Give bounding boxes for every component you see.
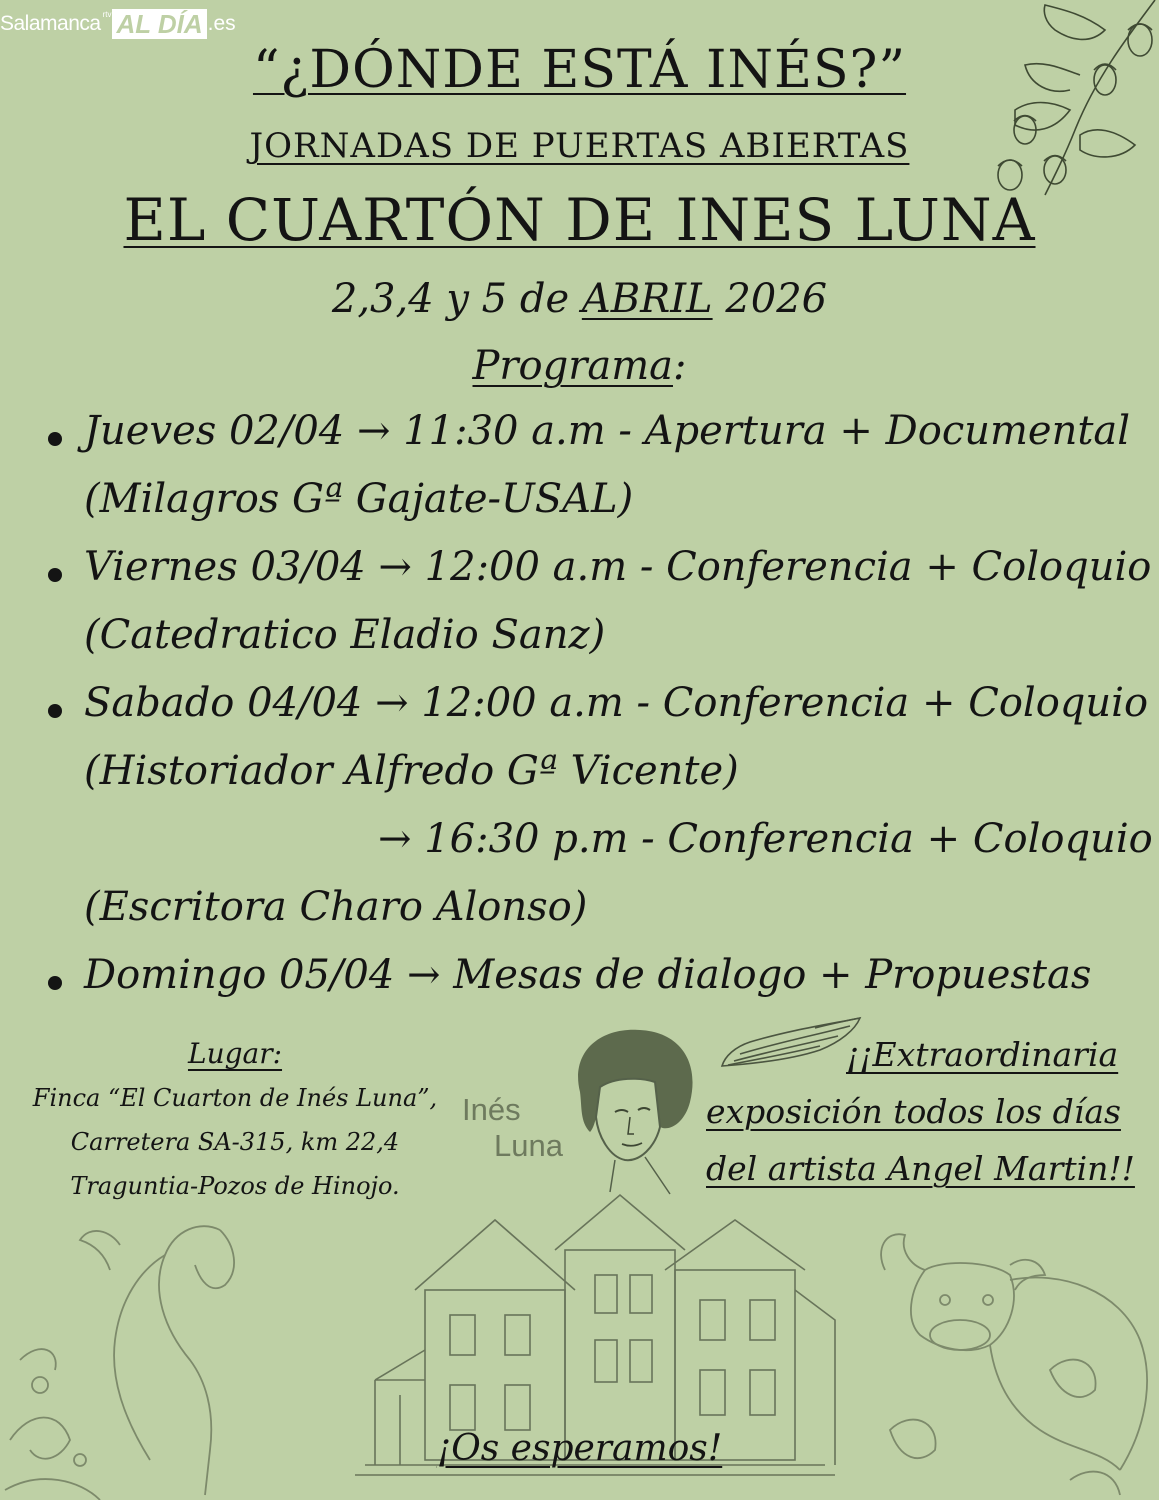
place-line-3: Traguntia-Pozos de Hinojo. xyxy=(70,1172,400,1200)
program-colon: : xyxy=(672,343,687,389)
place-label: Lugar: xyxy=(187,1037,283,1070)
exhibition-line-1: ¡¡Extraordinaria xyxy=(846,1035,1119,1074)
exhibition-line-2: exposición todos los días xyxy=(706,1092,1121,1131)
list-bullet xyxy=(48,568,62,582)
program-item-saturday-speaker: (Historiador Alfredo Gª Vicente) xyxy=(84,748,739,794)
dates-year: 2026 xyxy=(712,276,828,322)
program-item-saturday-afternoon-speaker: (Escritora Charo Alonso) xyxy=(84,884,588,930)
closing-text: ¡Os esperamos! xyxy=(436,1428,723,1469)
program-item-thursday-speaker: (Milagros Gª Gajate-USAL) xyxy=(84,476,634,522)
program-item-saturday-afternoon: → 16:30 p.m - Conferencia + Coloquio xyxy=(378,816,1153,862)
ines-luna-logo xyxy=(462,1092,563,1164)
dates-month: ABRIL xyxy=(581,276,713,322)
event-subtitle: JORNADAS DE PUERTAS ABIERTAS xyxy=(249,126,910,166)
place-block xyxy=(0,1032,470,1208)
exhibition-line-3: del artista Angel Martin!! xyxy=(706,1149,1135,1188)
program-item-friday: Viernes 03/04 → 12:00 a.m - Conferencia + Coloquio xyxy=(84,544,1152,590)
watermark-tld: .es xyxy=(207,12,236,35)
program-label: Programa xyxy=(472,343,673,389)
place-line-2: Carretera SA-315, km 22,4 xyxy=(70,1128,400,1156)
program-heading xyxy=(0,343,1159,389)
place-line-1: Finca “El Cuarton de Inés Luna”, xyxy=(32,1084,438,1112)
dates-prefix: 2,3,4 y 5 de xyxy=(331,276,582,322)
list-bullet xyxy=(48,432,62,446)
oak-acorn-icon xyxy=(985,0,1159,200)
logo-line-2: Luna xyxy=(494,1128,563,1163)
watermark-city: Salamanca xyxy=(0,12,101,35)
closing-message xyxy=(0,1428,1159,1469)
list-bullet xyxy=(48,704,62,718)
list-bullet xyxy=(48,976,62,990)
event-title: “¿DÓNDE ESTÁ INÉS?” xyxy=(252,40,907,100)
event-dates xyxy=(0,276,1159,322)
program-item-thursday: Jueves 02/04 → 11:30 a.m - Apertura + Documental xyxy=(84,408,1131,454)
watermark-brand: AL DÍA xyxy=(112,9,206,39)
exhibition-note xyxy=(706,1026,1135,1197)
program-item-saturday: Sabado 04/04 → 12:00 a.m - Conferencia + Coloquio xyxy=(84,680,1149,726)
watermark-rtv: rtv xyxy=(102,10,112,19)
portrait-icon xyxy=(560,1022,710,1197)
program-item-sunday: Domingo 05/04 → Mesas de dialogo + Propuestas xyxy=(84,952,1092,998)
program-item-friday-speaker: (Catedratico Eladio Sanz) xyxy=(84,612,606,658)
logo-line-1: Inés xyxy=(462,1092,521,1127)
venue-title: EL CUARTÓN DE INES LUNA xyxy=(123,186,1036,254)
watermark xyxy=(0,4,236,44)
